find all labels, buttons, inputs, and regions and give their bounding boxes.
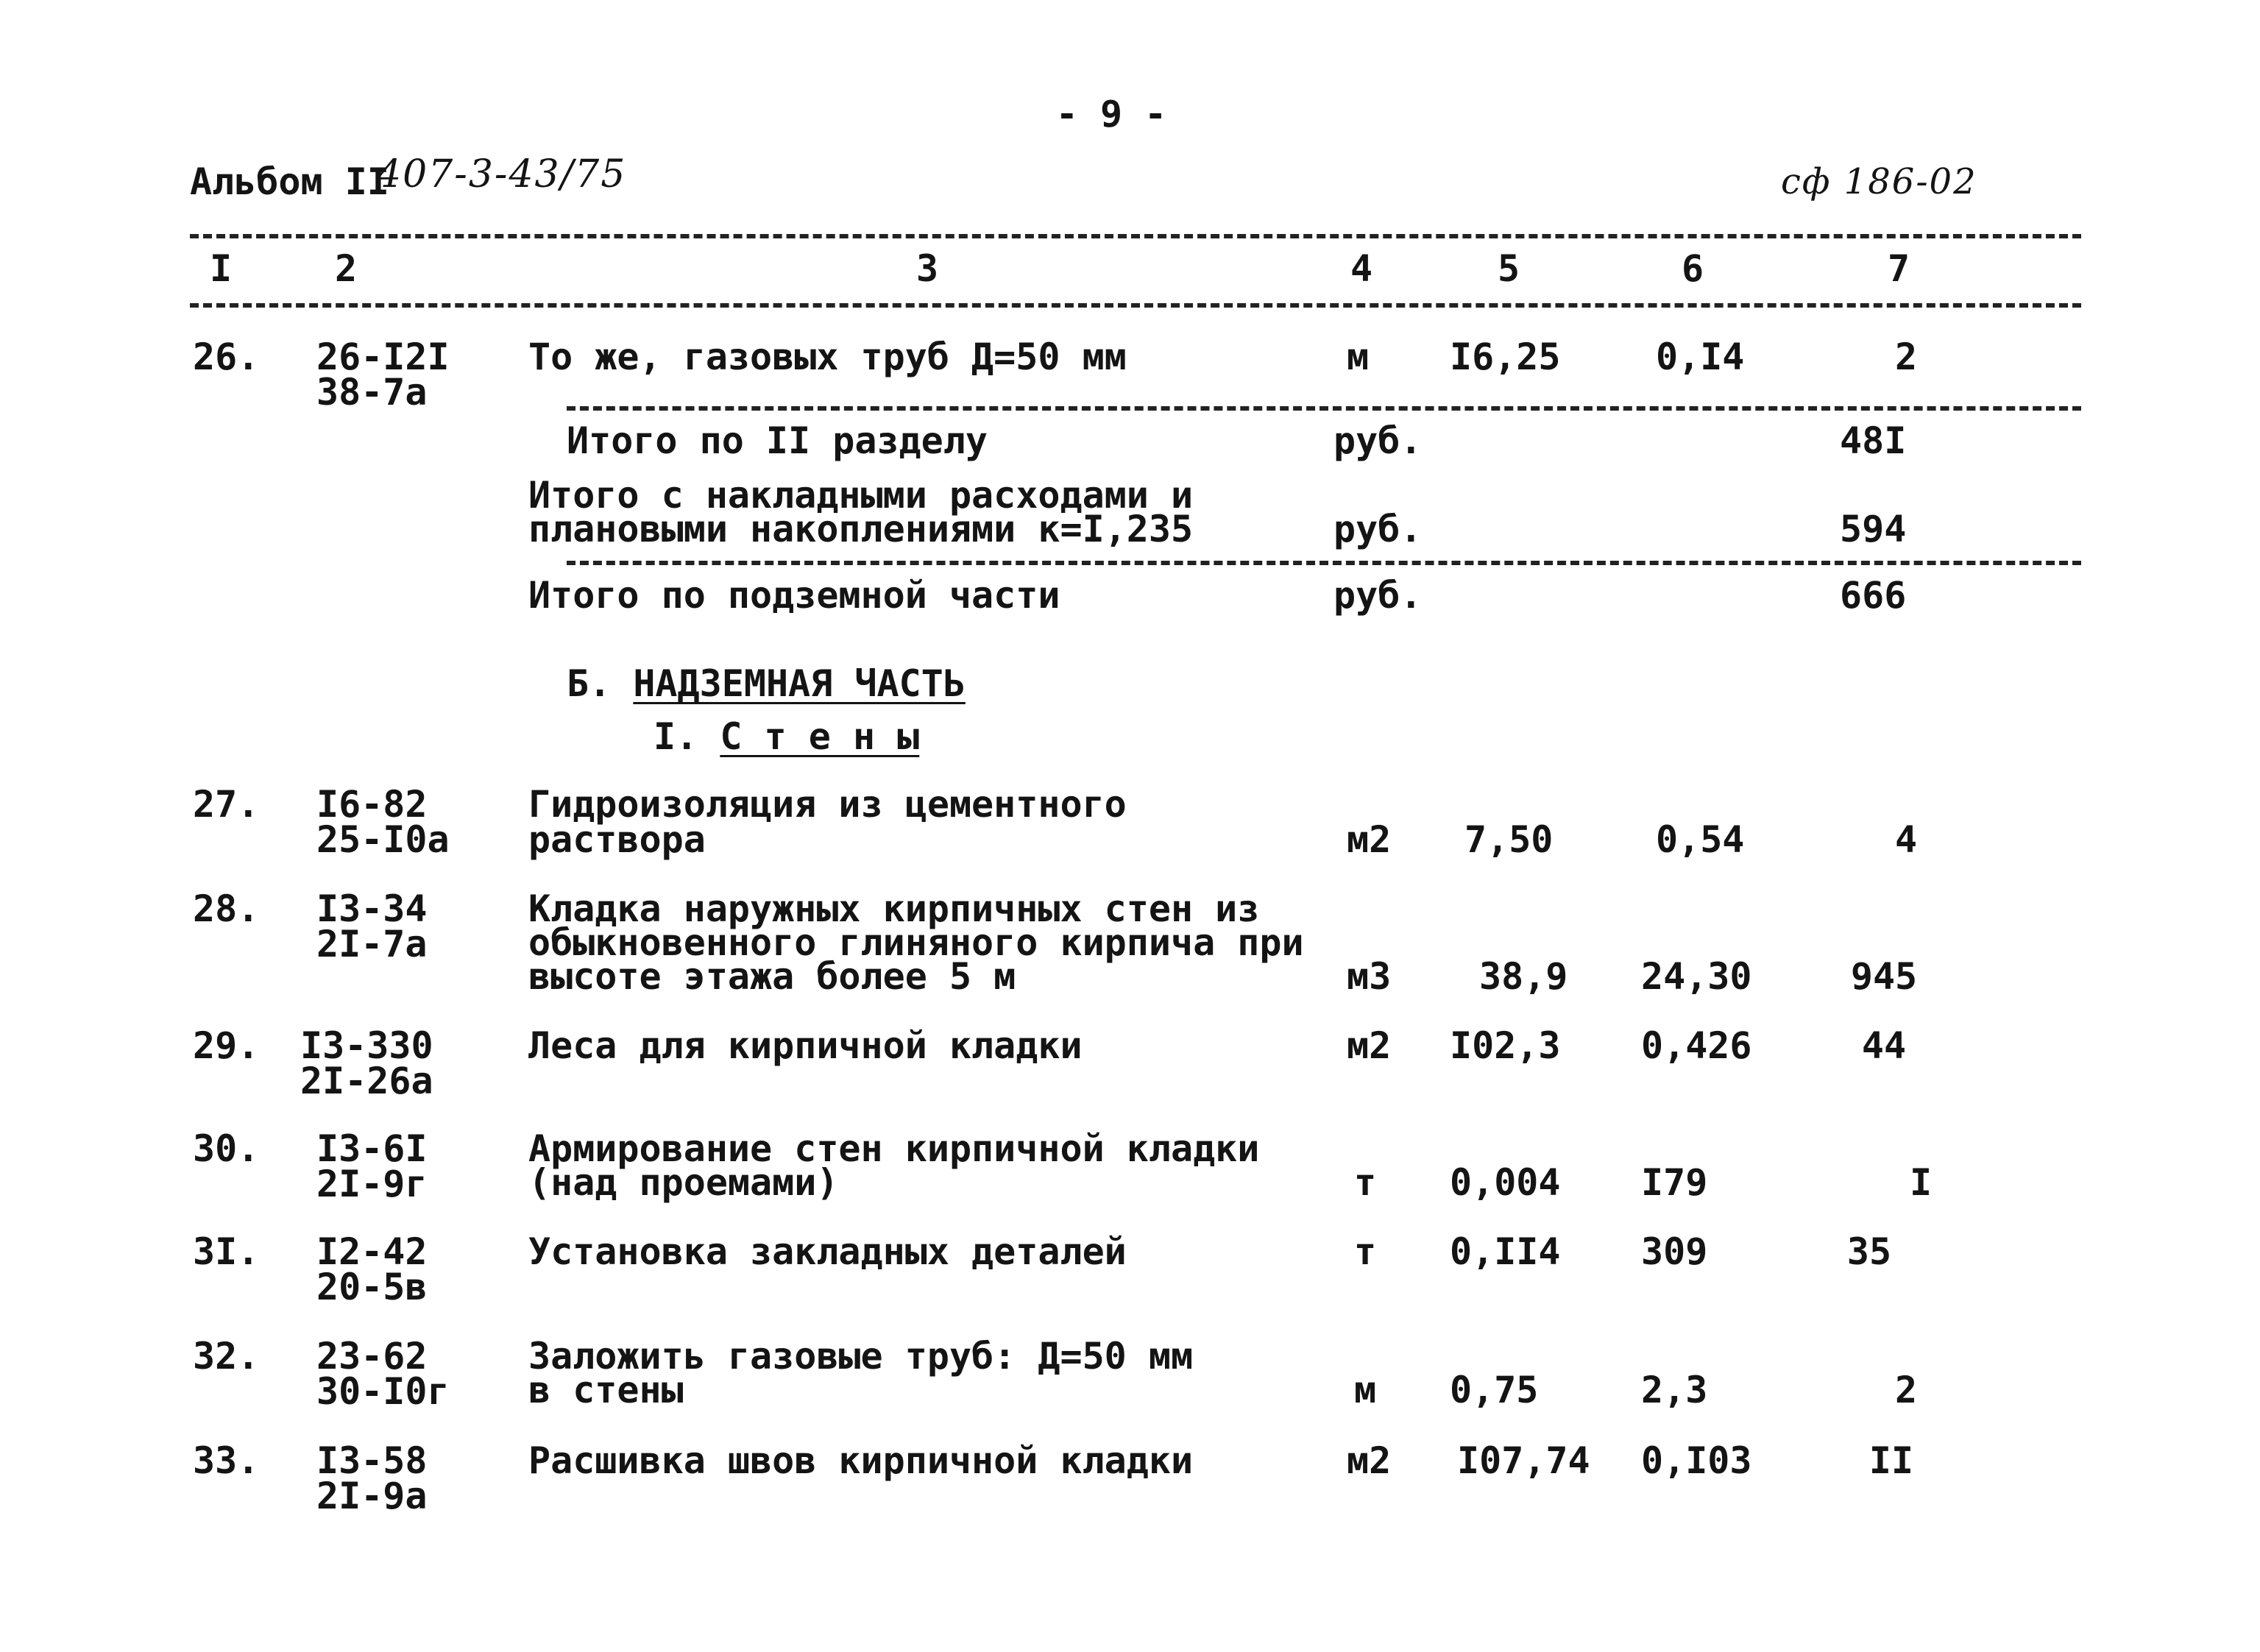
header-bottom-rule — [190, 303, 2081, 308]
overhead-label: Итого с накладными расходами и — [528, 474, 1194, 517]
price-code: 38-7a — [316, 371, 428, 414]
unit-price: 309 — [1641, 1230, 1708, 1273]
row-number: 27. — [193, 783, 260, 826]
section-title: НАДЗЕМНАЯ ЧАСТЬ — [633, 662, 966, 705]
norm-code: I6-82 — [316, 783, 428, 826]
price-code: 2I-26a — [300, 1060, 433, 1102]
norm-code: I3-6I — [316, 1127, 428, 1170]
quantity: 0,75 — [1450, 1369, 1539, 1411]
norm-code: I3-58 — [316, 1439, 428, 1482]
overhead-unit: руб. — [1333, 508, 1423, 550]
unit-price: 0,426 — [1641, 1024, 1752, 1067]
total-cost: 945 — [1850, 955, 1918, 998]
work-description-line2: (над проемами) — [528, 1161, 839, 1204]
norm-code: 23-62 — [316, 1335, 428, 1378]
underground-total-label: Итого по подземной части — [528, 574, 1060, 617]
underground-total-value: 666 — [1840, 574, 1907, 617]
column-header: 5 — [1497, 247, 1520, 290]
section-letter: Б. — [567, 662, 612, 705]
page-number: - 9 - — [1055, 93, 1167, 135]
sheet-reference: сф 186-02 — [1781, 161, 1977, 202]
column-header: 3 — [915, 247, 939, 290]
unit-price: 0,54 — [1656, 818, 1745, 861]
section-heading — [567, 662, 966, 705]
unit: м2 — [1347, 1439, 1392, 1482]
total-cost: 2 — [1894, 336, 1918, 378]
subsection-heading — [653, 715, 920, 758]
work-description: Расшивка швов кирпичной кладки — [528, 1439, 1194, 1482]
column-header: 6 — [1681, 247, 1704, 290]
work-description: Установка закладных деталей — [528, 1230, 1127, 1273]
row-number: 30. — [193, 1127, 260, 1170]
work-description: Леса для кирпичной кладки — [528, 1024, 1083, 1067]
quantity: 7,50 — [1464, 818, 1554, 861]
work-description: То же, газовых труб Д=50 мм — [528, 336, 1127, 378]
work-description-line2: раствора — [528, 818, 706, 861]
norm-code: I2-42 — [316, 1230, 428, 1273]
row-number: 33. — [193, 1439, 260, 1482]
quantity: I07,74 — [1457, 1439, 1590, 1482]
unit: м — [1354, 1369, 1377, 1411]
unit: м2 — [1347, 1024, 1392, 1067]
row-number: 26. — [193, 336, 260, 378]
price-code: 2I-9a — [316, 1475, 428, 1517]
unit-price: 0,I03 — [1641, 1439, 1752, 1482]
work-description: Гидроизоляция из цементного — [528, 783, 1127, 826]
row-number: 28. — [193, 887, 260, 930]
price-code: 2I-7a — [316, 923, 428, 965]
total-cost: 2 — [1894, 1369, 1918, 1411]
header-top-rule — [190, 234, 2081, 238]
subtotal-rule — [567, 406, 2081, 411]
underground-total-unit: руб. — [1333, 574, 1423, 617]
total-cost: II — [1868, 1439, 1914, 1482]
quantity: 38,9 — [1479, 955, 1568, 998]
total-cost: 4 — [1894, 818, 1918, 861]
unit: м2 — [1347, 818, 1392, 861]
unit-price: I79 — [1641, 1161, 1708, 1204]
work-description: Армирование стен кирпичной кладки — [528, 1127, 1260, 1170]
price-code: 25-I0a — [316, 818, 450, 861]
norm-code: I3-330 — [300, 1024, 433, 1067]
price-code: 2I-9г — [316, 1163, 428, 1205]
overhead-value: 594 — [1840, 508, 1907, 550]
unit-price: 24,30 — [1641, 955, 1752, 998]
total-cost: I — [1909, 1161, 1933, 1204]
norm-code: I3-34 — [316, 887, 428, 930]
quantity: 0,004 — [1450, 1161, 1561, 1204]
quantity: I02,3 — [1450, 1024, 1561, 1067]
column-header: 2 — [334, 247, 358, 290]
work-description: Заложить газовые труб: Д=50 мм — [528, 1335, 1194, 1378]
total-cost: 35 — [1846, 1230, 1892, 1273]
album-label: Альбом II — [190, 160, 389, 203]
subtotal-unit: руб. — [1333, 419, 1423, 462]
unit: т — [1354, 1230, 1377, 1273]
work-description-line3: высоте этажа более 5 м — [528, 955, 1016, 998]
column-header: 7 — [1887, 247, 1910, 290]
subtotal-label: Итого по II разделу — [567, 419, 988, 462]
row-number: 32. — [193, 1335, 260, 1378]
work-description-line2: обыкновенного глиняного кирпича при — [528, 921, 1304, 964]
price-code: 30-I0г — [316, 1370, 450, 1413]
quantity: 0,II4 — [1450, 1230, 1561, 1273]
subsection-number: I. — [653, 715, 698, 758]
row-number: 29. — [193, 1024, 260, 1067]
unit-price: 0,I4 — [1656, 336, 1745, 378]
quantity: I6,25 — [1450, 336, 1561, 378]
norm-code: 26-I2I — [316, 336, 450, 378]
column-header: I — [209, 247, 233, 290]
unit: м3 — [1347, 955, 1392, 998]
unit: т — [1354, 1161, 1377, 1204]
price-code: 20-5в — [316, 1266, 428, 1308]
grand-total-rule — [567, 561, 2081, 565]
total-cost: 44 — [1861, 1024, 1907, 1067]
unit: м — [1347, 336, 1370, 378]
work-description: Кладка наружных кирпичных стен из — [528, 887, 1260, 930]
album-code: 407-3-43/75 — [377, 152, 627, 196]
work-description-line2: в стены — [528, 1369, 684, 1411]
unit-price: 2,3 — [1641, 1369, 1708, 1411]
subsection-title: С т е н ы — [720, 715, 920, 758]
subtotal-value: 48I — [1840, 419, 1907, 462]
overhead-label-line2: плановыми накоплениями к=I,235 — [528, 508, 1194, 550]
row-number: 3I. — [193, 1230, 260, 1273]
column-header: 4 — [1350, 247, 1373, 290]
